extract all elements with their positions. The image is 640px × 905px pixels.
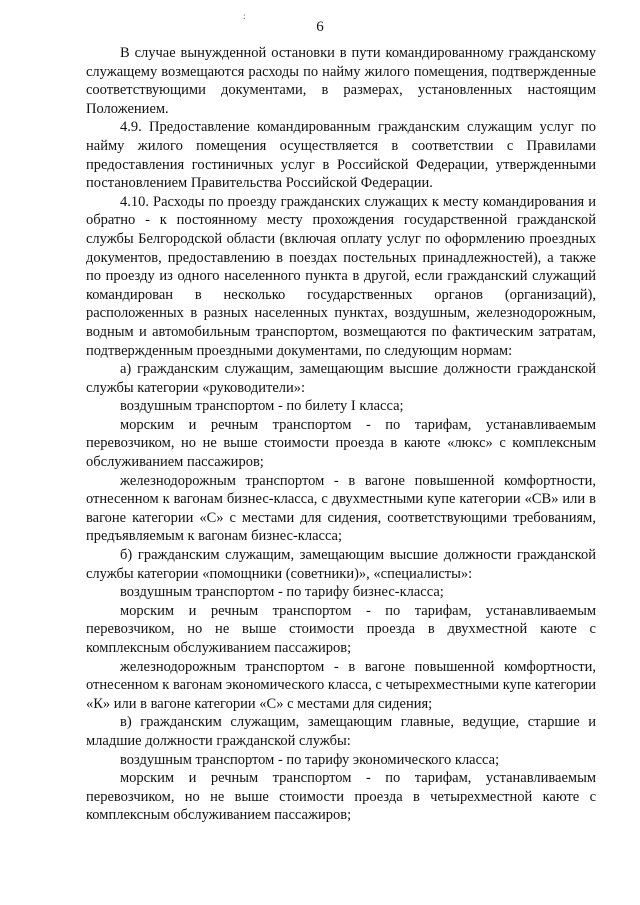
paragraph-a-heads: а) гражданским служащим, замещающим высшие должности гражданской службы категории «руководители»: bbox=[86, 361, 596, 396]
paragraph-v-air: воздушным транспортом - по тарифу экономического класса; bbox=[120, 751, 500, 768]
paragraph-a-rail: железнодорожным транспортом - в вагоне повышенной комфортности, отнесенном к вагонам бизнес-класса, с двухместными купе категории «СВ» или в вагоне категории «С» с местами для сидения, соответствующими требованиям, предъявляемым к вагонам бизнес-класса; bbox=[86, 472, 596, 545]
paragraph-4-9: 4.9. Предоставление командированным гражданским служащим услуг по найму жилого помещения осуществляется в соответствии с Правилами предоставления гостиничных услуг в Российской Федерации, утвержденными постановлением Правительства Российской Федерации. bbox=[86, 119, 596, 192]
paragraph-a-sea: морским и речным транспортом - по тарифам, устанавливаемым перевозчиком, но не выше стоимости проезда в каюте «люкс» с комплексным обслуживанием пассажиров; bbox=[86, 416, 596, 471]
paragraph-4-10: 4.10. Расходы по проезду гражданских служащих к месту командирования и обратно - к постоянному месту прохождения государственной гражданской службы Белгородской области (включая оплату услуг по оформлению проездных документов, предоставлению в поездах постельных принадлежностей), а также по проезду из одного населенного пункта в другой, если гражданский служащий командирован в несколько государственных органов (организаций), расположенных в разных населенных пунктах, воздушным, железнодорожным, водным и автомобильным транспортом, возмещаются по фактическим затратам, подтвержденным проездными документами, по следующим нормам: bbox=[86, 193, 596, 359]
paragraph-b-rail: железнодорожным транспортом - в вагоне повышенной комфортности, отнесенном к вагонам экономического класса, с четырехместными купе категории «К» или в вагоне категории «С» с местами для сидения; bbox=[86, 658, 596, 712]
scan-mark: : bbox=[243, 11, 246, 21]
paragraph-forced-stop: В случае вынужденной остановки в пути командированному гражданскому служащему возмещаются расходы по найму жилого помещения, подтвержденные соответствующими документами, в размерах, установленных настоящим Положением. bbox=[86, 45, 596, 117]
paragraph-a-air: воздушным транспортом - по билету I класса; bbox=[120, 398, 404, 415]
paragraph-b-air: воздушным транспортом - по тарифу бизнес-класса; bbox=[120, 584, 444, 601]
page-number: 6 bbox=[316, 19, 324, 35]
paragraph-v-sea: морским и речным транспортом - по тарифам, устанавливаемым перевозчиком, но не выше стоимости проезда в четырехместной каюте с комплексным обслуживанием пассажиров; bbox=[86, 770, 596, 824]
document-body bbox=[86, 44, 596, 825]
paragraph-b-advisers: б) гражданским служащим, замещающим высшие должности гражданской службы категории «помощники (советники)», «специалисты»: bbox=[86, 547, 596, 582]
paragraph-b-sea: морским и речным транспортом - по тарифам, устанавливаемым перевозчиком, но не выше стоимости проезда в двухместной каюте с комплексным обслуживанием пассажиров; bbox=[86, 602, 596, 656]
paragraph-v-others: в) гражданским служащим, замещающим главные, ведущие, старшие и младшие должности гражданской службы: bbox=[86, 714, 596, 749]
